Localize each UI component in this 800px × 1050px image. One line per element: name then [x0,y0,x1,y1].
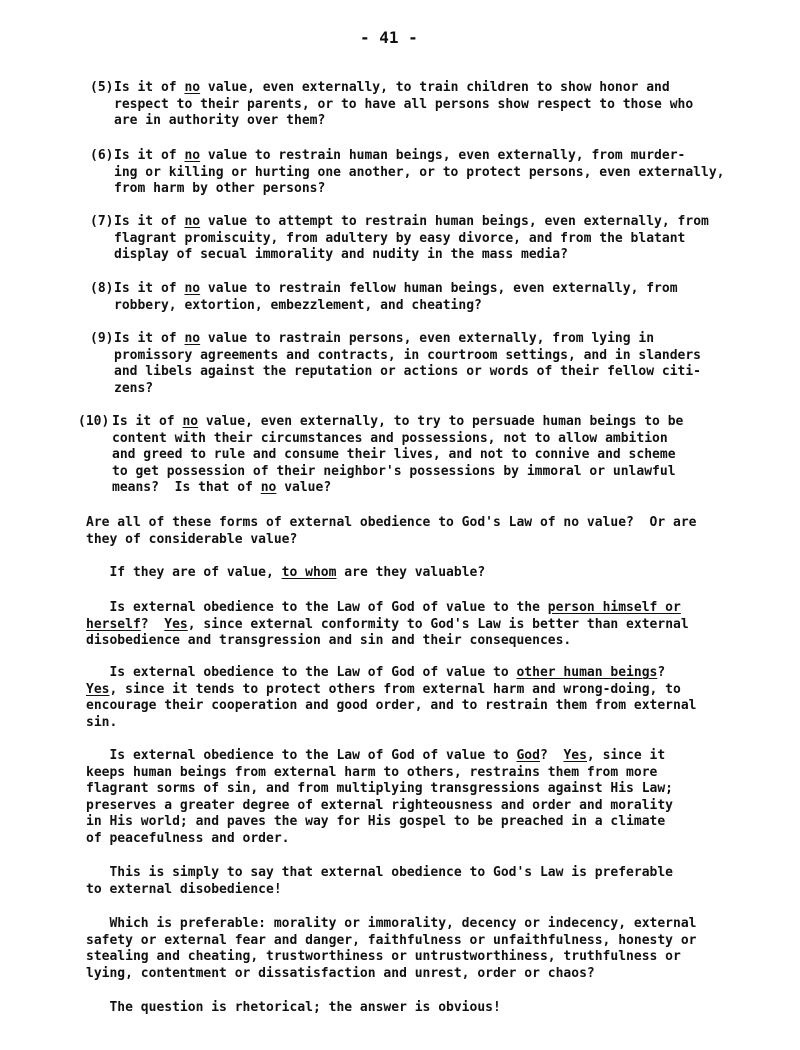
paragraph-line: flagrant sorms of sin, and from multiplying transgressions against His Law; [86,781,673,797]
question-number: (8) [90,281,114,296]
question-number: (10) [78,414,110,429]
paragraph-line: to external disobedience! [86,881,282,897]
question-line: Is it of no value to restrain fellow human beings, even externally, from [114,281,678,296]
underlined-text: herself [86,616,141,632]
paragraph-line: of peacefulness and order. [86,831,290,846]
paragraph-line: in His world; and paves the way for His gospel to be preached in a climate [86,814,666,830]
paragraph-line: The question is rhetorical; the answer is obvious! [86,1000,501,1015]
underlined-text: no [184,331,201,346]
question-line: respect to their parents, or to have all persons show respect to those who [114,96,694,112]
paragraph-line: safety or external fear and danger, faithfulness or unfaithfulness, honesty or [86,932,697,948]
question-line: from harm by other persons? [114,181,326,197]
question-line: Is it of no value to attempt to restrain human beings, even externally, from [114,214,709,229]
paragraph-line: they of considerable value? [86,531,298,547]
underlined-text: person himself or [547,600,681,615]
paragraph-line: encourage their cooperation and good order, and to restrain them from external [86,698,697,714]
paragraph-line: If they are of value, to whom are they valuable? [86,565,486,580]
question-line: display of secual immorality and nudity in the mass media? [114,247,568,263]
paragraph-line: Which is preferable: morality or immorality, decency or indecency, external [86,916,697,931]
paragraph-line: herself? Yes, since external conformity to God's Law is better than external [86,616,689,632]
question-number: (9) [90,331,114,346]
question-line: zens? [114,380,154,396]
paragraph-line: Is external obedience to the Law of God of value to other human beings? [86,665,666,680]
paragraph-line: keeps human beings from external harm to others, restrains them from more [86,764,658,780]
paragraph-line: sin. [86,714,118,730]
underlined-text: Yes [164,616,188,632]
question-number: (5) [90,80,114,95]
paragraph-line: stealing and cheating, trustworthiness or untrustworthiness, truthfulness or [86,949,681,965]
paragraph-line: Is external obedience to the Law of God of value to the person himself or [86,600,681,615]
question-line: and greed to rule and consume their lives, and not to connive and scheme [112,447,676,463]
paragraph-line: disobedience and transgression and sin and their consequences. [86,633,572,649]
underlined-text: no [184,80,201,95]
question-line: Is it of no value, even externally, to train children to show honor and [114,80,670,95]
underlined-text: God [516,748,540,763]
underlined-text: Yes [86,681,110,697]
question-line: flagrant promiscuity, from adultery by easy divorce, and from the blatant [114,230,686,246]
paragraph-line: This is simply to say that external obedience to God's Law is preferable [86,865,673,880]
underlined-text: Yes [563,748,587,763]
question-line: ing or killing or hurting one another, or to protect persons, even externally, [114,164,725,180]
underlined-text: no [260,480,277,496]
question-line: content with their circumstances and possessions, not to allow ambition [112,430,668,446]
question-line: means? Is that of no value? [112,480,332,496]
paragraph-line: preserves a greater degree of external righteousness and order and morality [86,797,673,813]
question-line: to get possession of their neighbor's possessions by immoral or unlawful [112,463,676,479]
question-line: Is it of no value, even externally, to try to persuade human beings to be [112,414,684,429]
question-line: and libels against the reputation or actions or words of their fellow citi- [114,364,701,380]
paragraph-line: Is external obedience to the Law of God of value to God? Yes, since it [86,748,666,763]
underlined-text: to whom [281,565,337,580]
underlined-text: no [184,281,201,296]
question-line: promissory agreements and contracts, in courtroom settings, and in slanders [114,347,701,363]
underlined-text: no [182,414,199,429]
question-line: robbery, extortion, embezzlement, and cheating? [114,297,482,313]
question-number: (7) [90,214,114,229]
paragraph-line: Are all of these forms of external obedience to God's Law of no value? Or are [86,515,697,530]
paragraph-line: lying, contentment or dissatisfaction and unrest, order or chaos? [86,965,595,981]
page-number: - 41 - [360,28,418,47]
question-line: Is it of no value to rastrain persons, even externally, from lying in [114,331,655,346]
question-line: Is it of no value to restrain human beings, even externally, from murder- [114,148,686,163]
underlined-text: other human beings [516,665,658,680]
question-line: are in authority over them? [114,113,326,129]
underlined-text: no [184,148,201,163]
question-number: (6) [90,148,114,163]
paragraph-line: Yes, since it tends to protect others from external harm and wrong-doing, to [86,681,681,697]
underlined-text: no [184,214,201,229]
